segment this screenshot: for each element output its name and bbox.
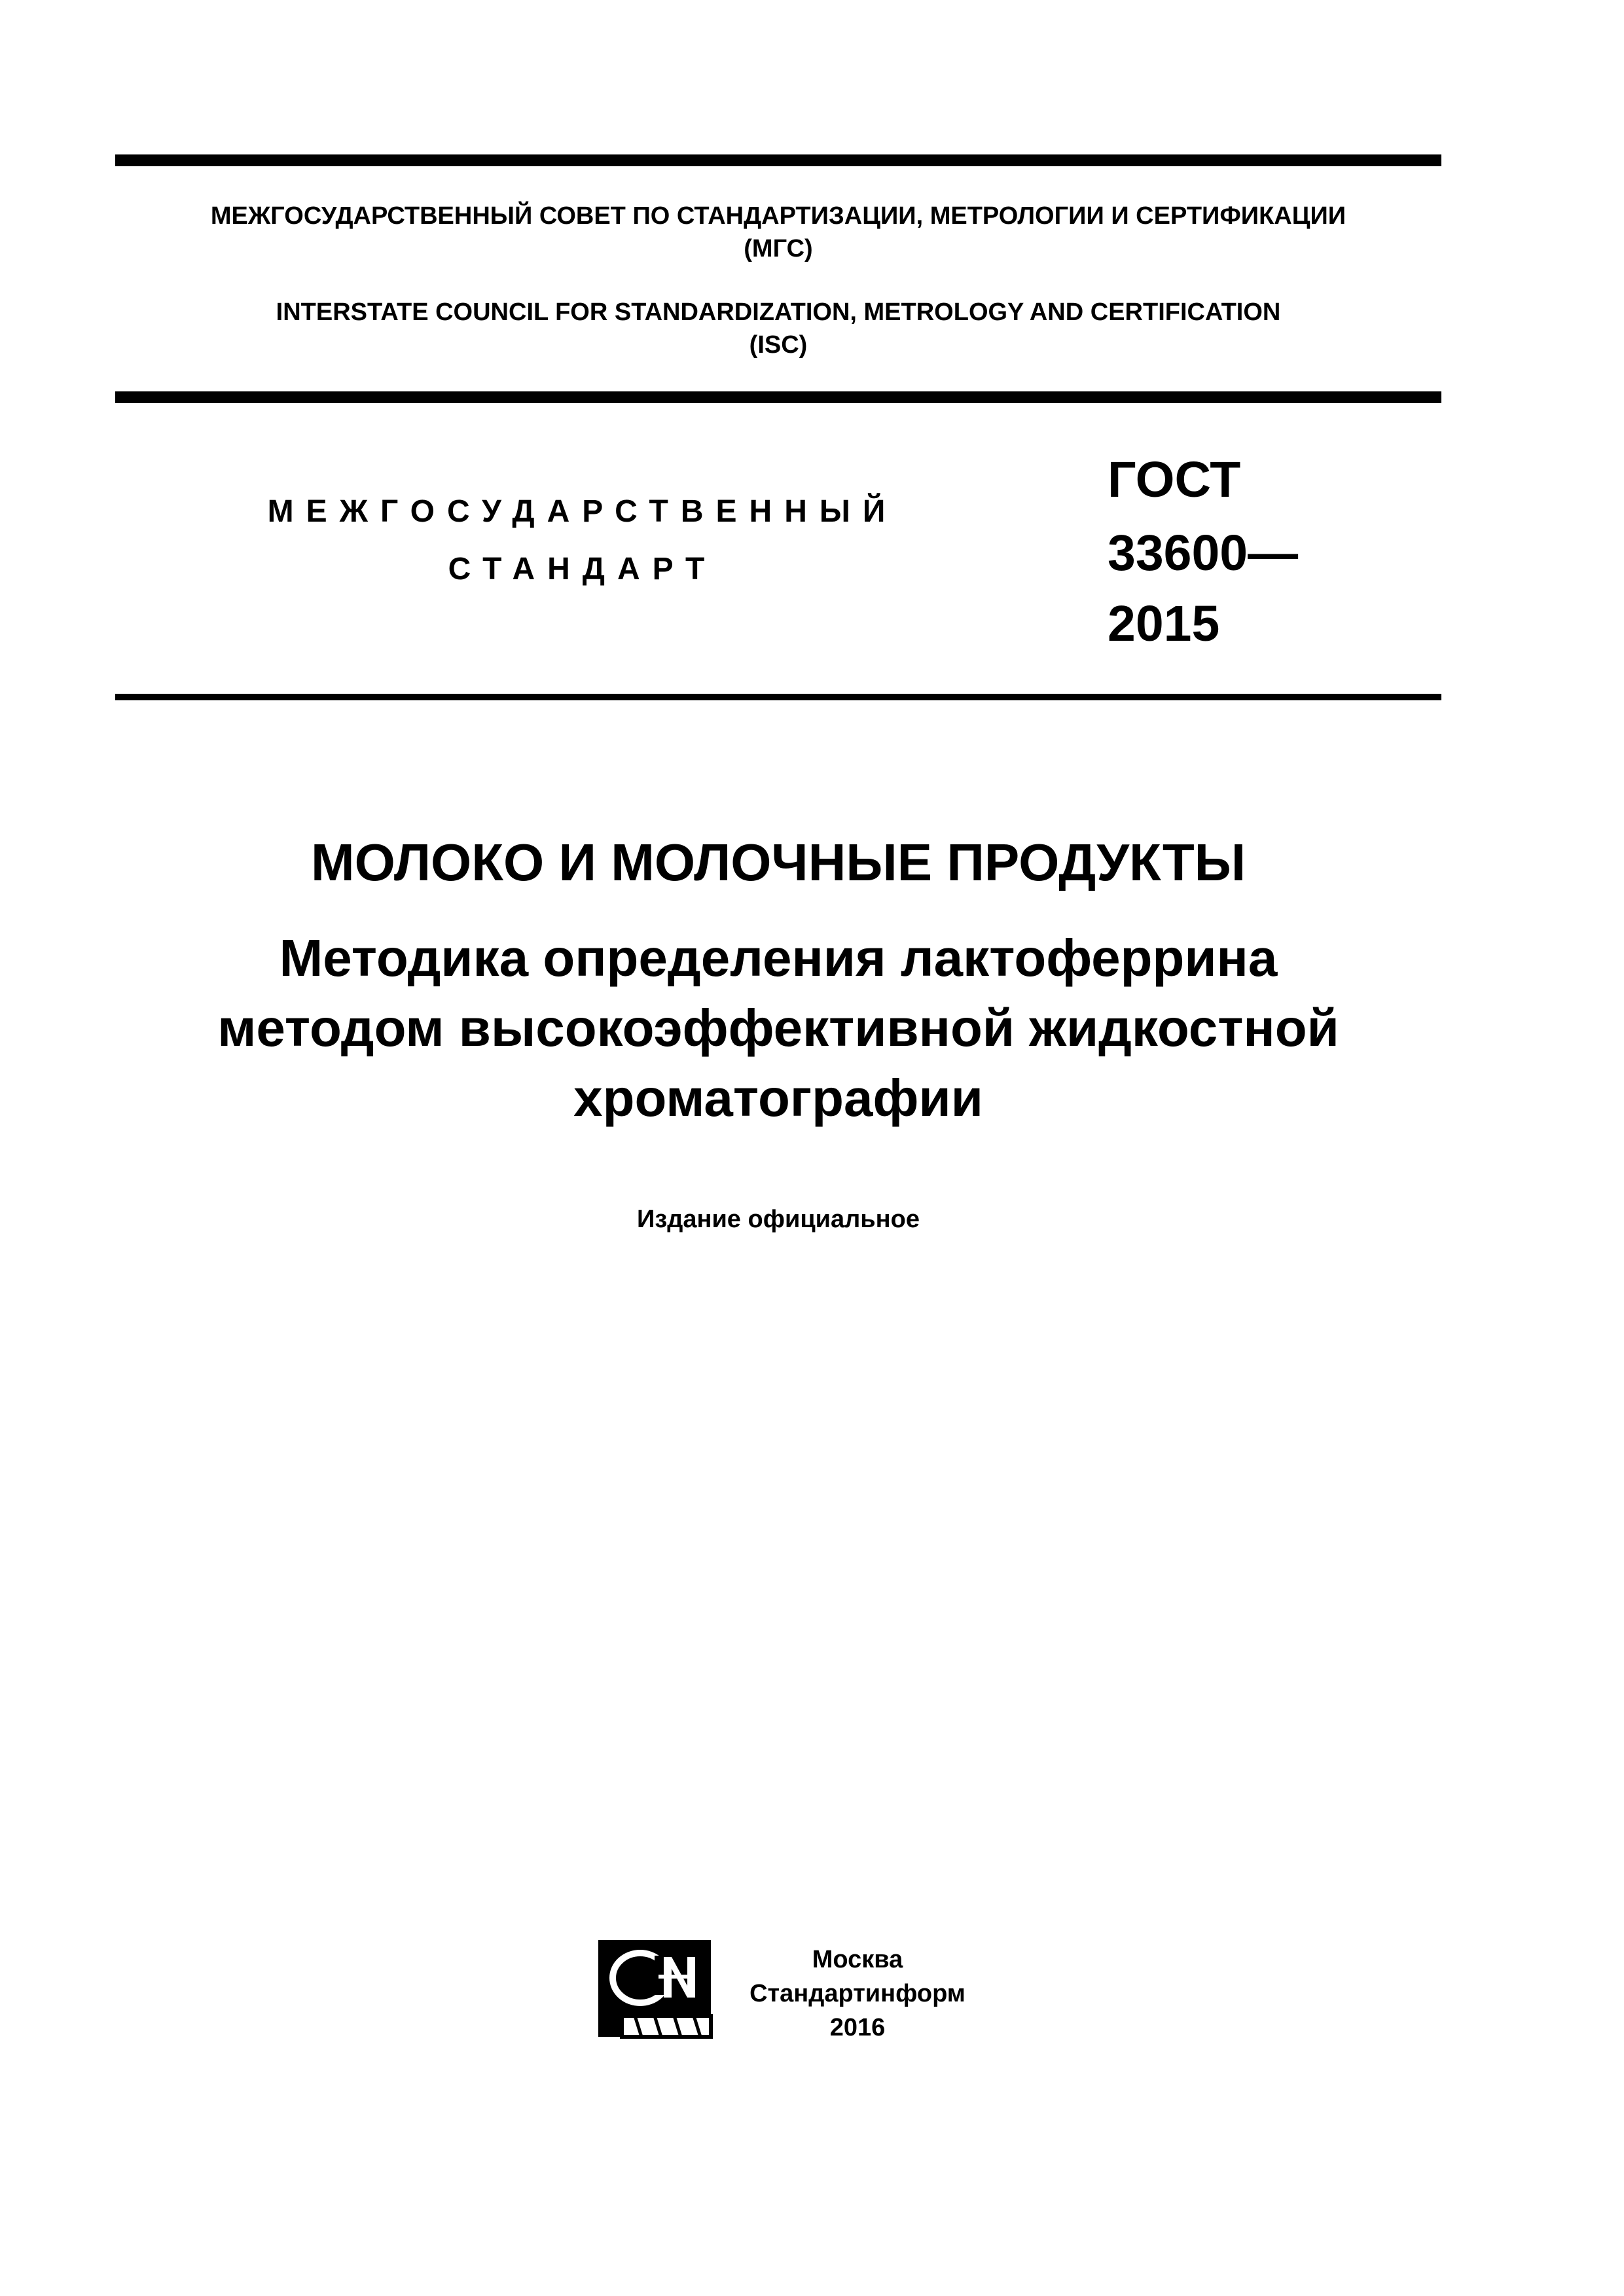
council-name-en [115, 296, 1441, 361]
publisher-name: Стандартинформ [749, 1980, 965, 2007]
publisher-block [720, 1943, 995, 2045]
top-rule [115, 154, 1441, 166]
bottom-rule [115, 694, 1441, 700]
subtitle-line2: методом высокоэффективной жидкостной [217, 999, 1339, 1057]
document-subtitle [115, 923, 1441, 1133]
standard-type-line2: СТАНДАРТ [448, 552, 717, 586]
council-en-line2: (ISC) [749, 331, 808, 359]
designation-line1: ГОСТ [1108, 452, 1241, 508]
council-en-line1: INTERSTATE COUNCIL FOR STANDARDIZATION, METROLOGY AND CERTIFICATION [276, 298, 1281, 326]
council-name-ru [115, 200, 1441, 265]
council-ru-line2: (МГС) [744, 235, 813, 262]
edition-label: Издание официальное [637, 1206, 920, 1233]
subtitle-line1: Методика определения лактоферрина [279, 929, 1278, 987]
publisher-year: 2016 [829, 2014, 886, 2041]
standartinform-logo-icon [596, 1937, 713, 2042]
council-ru-line1: МЕЖГОСУДАРСТВЕННЫЙ СОВЕТ ПО СТАНДАРТИЗАЦИИ, МЕТРОЛОГИИ И СЕРТИФИКАЦИИ [210, 202, 1346, 230]
middle-rule [115, 391, 1441, 403]
designation-line3: 2015 [1108, 596, 1220, 652]
standard-type-line1: МЕЖГОСУДАРСТВЕННЫЙ [267, 494, 898, 529]
publisher-city: Москва [812, 1946, 903, 1973]
subtitle-line3: хроматографии [573, 1069, 983, 1127]
designation-line2: 33600— [1108, 525, 1299, 581]
document-title: МОЛОКО И МОЛОЧНЫЕ ПРОДУКТЫ [310, 833, 1246, 891]
